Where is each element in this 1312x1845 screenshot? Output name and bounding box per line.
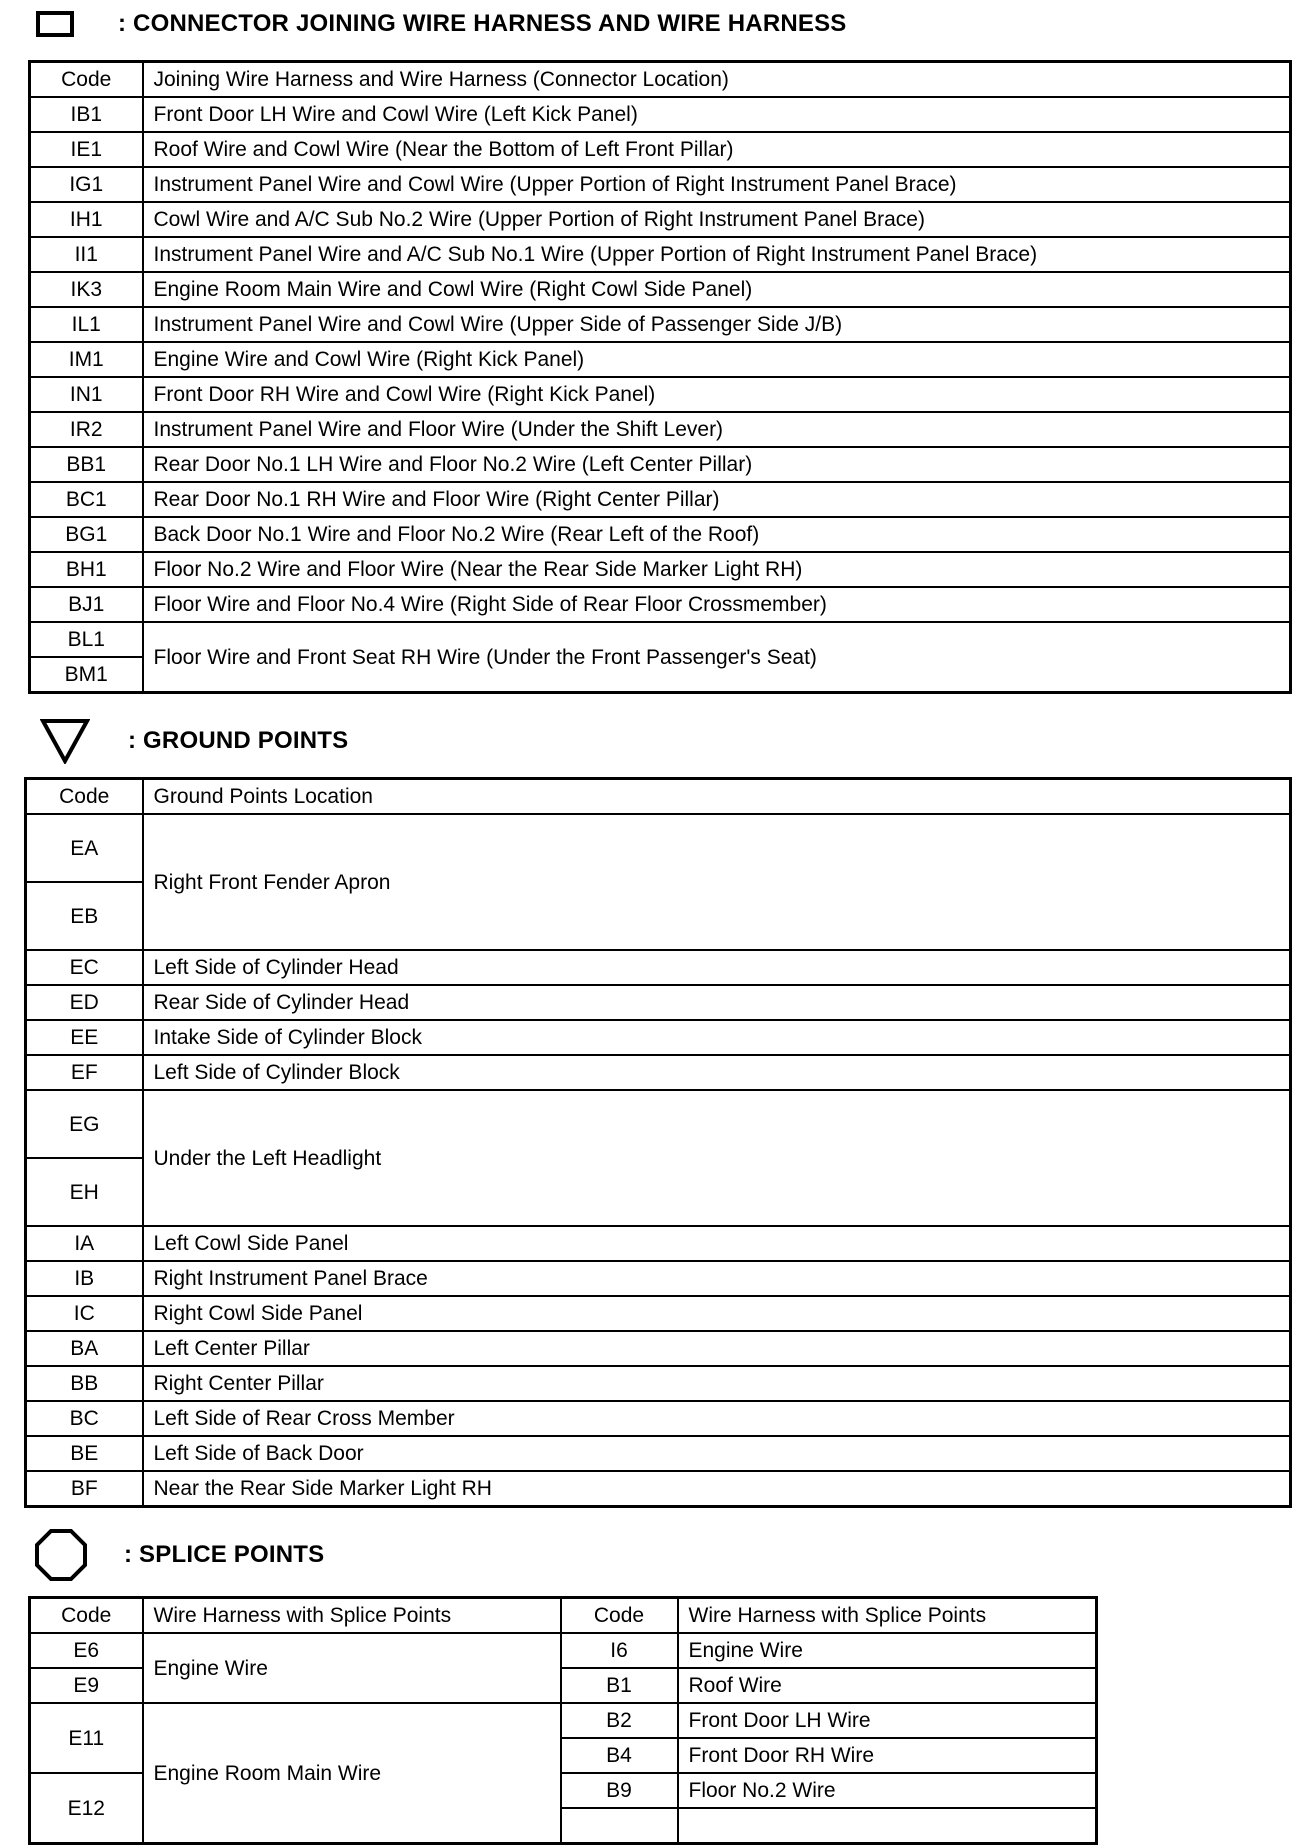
code-cell: E9 [30, 1668, 143, 1703]
table-row [30, 622, 1291, 657]
code-cell: ED [26, 985, 143, 1020]
code-cell: BF [26, 1471, 143, 1507]
code-cell: IH1 [30, 202, 143, 237]
code-cell: IB1 [30, 97, 143, 132]
octagon-icon [34, 1528, 88, 1582]
code-cell: BC [26, 1401, 143, 1436]
table-row [26, 1331, 1291, 1366]
table-row [30, 587, 1291, 622]
table-row [30, 377, 1291, 412]
splice-section-title: : SPLICE POINTS [124, 1541, 325, 1568]
column-header: Code [30, 1598, 143, 1634]
code-cell: E12 [30, 1773, 143, 1844]
column-header: Ground Points Location [143, 779, 1291, 815]
desc-cell: Left Cowl Side Panel [143, 1226, 1291, 1261]
desc-cell: Under the Left Headlight [143, 1090, 1291, 1226]
table-header-row [30, 62, 1291, 98]
code-cell: IM1 [30, 342, 143, 377]
splice-table [28, 1596, 1098, 1845]
code-cell: IN1 [30, 377, 143, 412]
connector-section-title: : CONNECTOR JOINING WIRE HARNESS AND WIRE HARNESS [118, 10, 847, 37]
table-row [30, 482, 1291, 517]
desc-cell: Left Side of Cylinder Head [143, 950, 1291, 985]
empty-cell [561, 1808, 678, 1844]
code-cell: BL1 [30, 622, 143, 657]
code-cell: IK3 [30, 272, 143, 307]
code-cell: B1 [561, 1668, 678, 1703]
table-row [30, 202, 1291, 237]
code-cell: BB [26, 1366, 143, 1401]
desc-cell: Instrument Panel Wire and Floor Wire (Under the Shift Lever) [143, 412, 1291, 447]
table-row [26, 1436, 1291, 1471]
code-cell: IG1 [30, 167, 143, 202]
desc-cell: Engine Wire and Cowl Wire (Right Kick Panel) [143, 342, 1291, 377]
desc-cell: Right Instrument Panel Brace [143, 1261, 1291, 1296]
desc-cell: Front Door RH Wire [678, 1738, 1097, 1773]
desc-cell: Floor No.2 Wire and Floor Wire (Near the Rear Side Marker Light RH) [143, 552, 1291, 587]
desc-cell: Roof Wire [678, 1668, 1097, 1703]
desc-cell: Engine Room Main Wire and Cowl Wire (Right Cowl Side Panel) [143, 272, 1291, 307]
table-row [30, 517, 1291, 552]
code-cell: BG1 [30, 517, 143, 552]
table-row [30, 237, 1291, 272]
code-cell: B2 [561, 1703, 678, 1738]
square-icon [36, 11, 74, 37]
column-header: Joining Wire Harness and Wire Harness (Connector Location) [143, 62, 1291, 98]
code-cell: IE1 [30, 132, 143, 167]
table-row [30, 412, 1291, 447]
splice-section-header [34, 1528, 324, 1582]
table-row [26, 1261, 1291, 1296]
code-cell: IB [26, 1261, 143, 1296]
desc-cell: Cowl Wire and A/C Sub No.2 Wire (Upper Portion of Right Instrument Panel Brace) [143, 202, 1291, 237]
code-cell: BH1 [30, 552, 143, 587]
code-cell: I6 [561, 1633, 678, 1668]
table-row [30, 272, 1291, 307]
code-cell: II1 [30, 237, 143, 272]
table-row [30, 167, 1291, 202]
table-row [30, 342, 1291, 377]
code-cell: BB1 [30, 447, 143, 482]
table-row [26, 1366, 1291, 1401]
desc-cell: Floor Wire and Floor No.4 Wire (Right Side of Rear Floor Crossmember) [143, 587, 1291, 622]
desc-cell: Right Front Fender Apron [143, 814, 1291, 950]
table-row [26, 1296, 1291, 1331]
ground-section-header [40, 718, 348, 764]
code-cell: EE [26, 1020, 143, 1055]
desc-cell: Front Door LH Wire [678, 1703, 1097, 1738]
table-row [30, 447, 1291, 482]
code-cell: EH [26, 1158, 143, 1226]
desc-cell: Intake Side of Cylinder Block [143, 1020, 1291, 1055]
table-row [30, 97, 1291, 132]
desc-cell: Rear Side of Cylinder Head [143, 985, 1291, 1020]
table-row [30, 552, 1291, 587]
code-cell: EG [26, 1090, 143, 1158]
code-cell: IC [26, 1296, 143, 1331]
table-row [26, 985, 1291, 1020]
triangle-down-icon [40, 718, 90, 764]
connector-section-header [36, 10, 847, 38]
desc-cell: Right Center Pillar [143, 1366, 1291, 1401]
table-row [30, 307, 1291, 342]
desc-cell: Left Center Pillar [143, 1331, 1291, 1366]
desc-cell: Left Side of Rear Cross Member [143, 1401, 1291, 1436]
code-cell: BJ1 [30, 587, 143, 622]
desc-cell: Near the Rear Side Marker Light RH [143, 1471, 1291, 1507]
table-row [26, 1090, 1291, 1158]
code-cell: EC [26, 950, 143, 985]
table-row [26, 1226, 1291, 1261]
code-cell: IL1 [30, 307, 143, 342]
desc-cell: Instrument Panel Wire and Cowl Wire (Upper Side of Passenger Side J/B) [143, 307, 1291, 342]
desc-cell: Floor Wire and Front Seat RH Wire (Under the Front Passenger's Seat) [143, 622, 1291, 693]
code-cell: EF [26, 1055, 143, 1090]
column-header: Code [26, 779, 143, 815]
ground-table [24, 777, 1292, 1508]
code-cell: IR2 [30, 412, 143, 447]
table-row [26, 1471, 1291, 1507]
table-header-row [26, 779, 1291, 815]
code-cell: IA [26, 1226, 143, 1261]
desc-cell: Left Side of Back Door [143, 1436, 1291, 1471]
desc-cell: Instrument Panel Wire and A/C Sub No.1 Wire (Upper Portion of Right Instrument Panel Brace) [143, 237, 1291, 272]
desc-cell: Instrument Panel Wire and Cowl Wire (Upper Portion of Right Instrument Panel Brace) [143, 167, 1291, 202]
table-row [30, 1703, 1097, 1738]
code-cell: BM1 [30, 657, 143, 693]
code-cell: BA [26, 1331, 143, 1366]
table-row [26, 814, 1291, 882]
column-header: Code [30, 62, 143, 98]
desc-cell: Floor No.2 Wire [678, 1773, 1097, 1808]
connector-table [28, 60, 1292, 694]
desc-cell: Roof Wire and Cowl Wire (Near the Bottom of Left Front Pillar) [143, 132, 1291, 167]
desc-cell: Engine Wire [678, 1633, 1097, 1668]
desc-cell: Engine Wire [143, 1633, 561, 1703]
code-cell: B4 [561, 1738, 678, 1773]
desc-cell: Front Door RH Wire and Cowl Wire (Right Kick Panel) [143, 377, 1291, 412]
code-cell: BE [26, 1436, 143, 1471]
table-header-row [30, 1598, 1097, 1634]
table-row [30, 1633, 1097, 1668]
code-cell: E11 [30, 1703, 143, 1773]
column-header: Wire Harness with Splice Points [143, 1598, 561, 1634]
code-cell: EA [26, 814, 143, 882]
desc-cell: Back Door No.1 Wire and Floor No.2 Wire (Rear Left of the Roof) [143, 517, 1291, 552]
table-row [26, 950, 1291, 985]
column-header: Code [561, 1598, 678, 1634]
desc-cell: Rear Door No.1 LH Wire and Floor No.2 Wire (Left Center Pillar) [143, 447, 1291, 482]
desc-cell: Rear Door No.1 RH Wire and Floor Wire (Right Center Pillar) [143, 482, 1291, 517]
empty-cell [678, 1808, 1097, 1844]
desc-cell: Right Cowl Side Panel [143, 1296, 1291, 1331]
table-row [26, 1401, 1291, 1436]
table-row [30, 132, 1291, 167]
code-cell: E6 [30, 1633, 143, 1668]
code-cell: BC1 [30, 482, 143, 517]
code-cell: EB [26, 882, 143, 950]
column-header: Wire Harness with Splice Points [678, 1598, 1097, 1634]
desc-cell: Engine Room Main Wire [143, 1703, 561, 1844]
desc-cell: Left Side of Cylinder Block [143, 1055, 1291, 1090]
desc-cell: Front Door LH Wire and Cowl Wire (Left Kick Panel) [143, 97, 1291, 132]
table-row [26, 1020, 1291, 1055]
table-row [26, 1055, 1291, 1090]
ground-section-title: : GROUND POINTS [128, 727, 349, 754]
code-cell: B9 [561, 1773, 678, 1808]
